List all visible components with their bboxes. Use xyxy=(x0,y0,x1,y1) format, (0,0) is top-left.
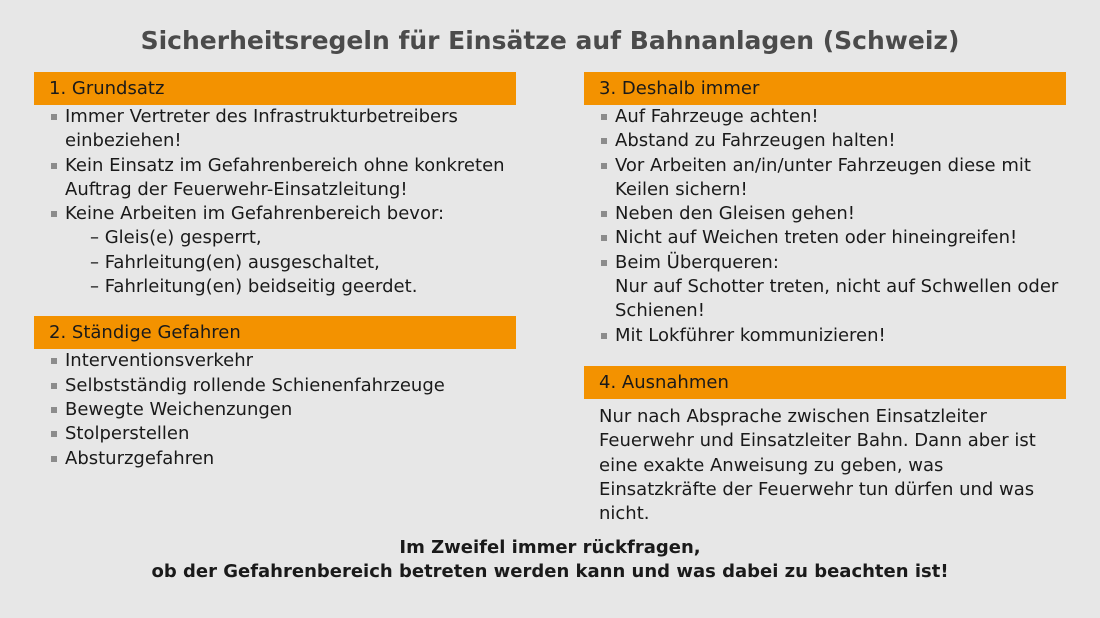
footer-line-1: Im Zweifel immer rückfragen, xyxy=(399,537,701,558)
list-item: Stolperstellen xyxy=(34,422,516,446)
list-item: Kein Einsatz im Gefahrenbereich ohne konkreten Auftrag der Feuerwehr-Einsatzleitung! xyxy=(34,154,516,203)
footer-note xyxy=(0,536,1100,584)
list-item: Vor Arbeiten an/in/unter Fahrzeugen diese mit Keilen sichern! xyxy=(584,154,1066,203)
list-item: Selbstständig rollende Schienenfahrzeuge xyxy=(34,374,516,398)
left-column xyxy=(34,72,516,471)
list-item: Mit Lokführer kommunizieren! xyxy=(584,324,1066,348)
gefahren-list xyxy=(34,349,516,470)
list-item: Auf Fahrzeuge achten! xyxy=(584,105,1066,129)
list-item: Nicht auf Weichen treten oder hineingreifen! xyxy=(584,226,1066,250)
section-header-deshalb: 3. Deshalb immer xyxy=(584,72,1066,105)
list-item: Absturzgefahren xyxy=(34,447,516,471)
list-item: Keine Arbeiten im Gefahrenbereich bevor: – Gleis(e) gesperrt, – Fahrleitung(en) ausgeschaltet, – Fahrleitung(en) beidseitig geerdet. xyxy=(34,202,516,299)
list-item: Abstand zu Fahrzeugen halten! xyxy=(584,129,1066,153)
right-column xyxy=(584,72,1066,526)
list-item: Bewegte Weichenzungen xyxy=(34,398,516,422)
deshalb-list xyxy=(584,105,1066,348)
list-item: Neben den Gleisen gehen! xyxy=(584,202,1066,226)
section-header-gefahren: 2. Ständige Gefahren xyxy=(34,316,516,349)
sub-list-item: – Fahrleitung(en) beidseitig geerdet. xyxy=(90,276,418,298)
footer-line-2: ob der Gefahrenbereich betreten werden kann und was dabei zu beachten ist! xyxy=(151,561,949,582)
list-item: Interventionsverkehr xyxy=(34,349,516,373)
grundsatz-sublist xyxy=(65,226,516,299)
sub-list-item: – Gleis(e) gesperrt, xyxy=(90,227,262,249)
page-title: Sicherheitsregeln für Einsätze auf Bahnanlagen (Schweiz) xyxy=(140,26,960,55)
ausnahmen-text: Nur nach Absprache zwischen Einsatzleiter Feuerwehr und Einsatzleiter Bahn. Dann aber ist eine exakte Anweisung zu geben, was Einsatzkräfte der Feuerwehr tun dürfen und was nicht. xyxy=(599,405,1036,525)
section-header-ausnahmen: 4. Ausnahmen xyxy=(584,366,1066,399)
grundsatz-list xyxy=(34,105,516,299)
list-item: Beim Überqueren: Nur auf Schotter treten, nicht auf Schwellen oder Schienen! xyxy=(584,251,1066,324)
section-header-grundsatz: 1. Grundsatz xyxy=(34,72,516,105)
list-item: Immer Vertreter des Infrastrukturbetreibers einbeziehen! xyxy=(34,105,516,154)
sub-list-item: – Fahrleitung(en) ausgeschaltet, xyxy=(90,251,380,273)
